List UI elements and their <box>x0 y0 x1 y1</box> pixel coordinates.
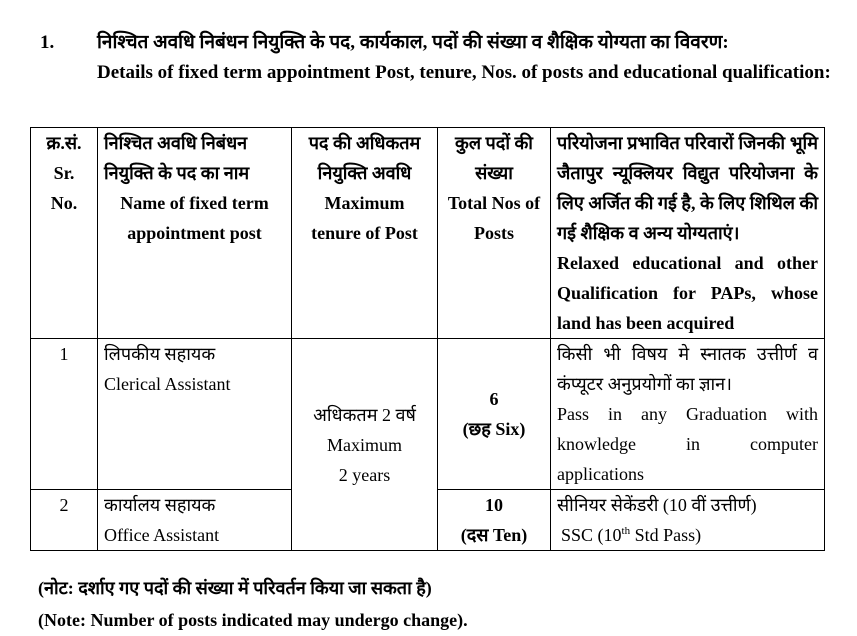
row-post-name <box>98 339 292 490</box>
header-post-name <box>98 128 292 339</box>
header-post-english: Name of fixed term appointment post <box>120 193 269 243</box>
tenure-english-1: Maximum <box>327 434 402 455</box>
header-total-posts <box>438 128 551 339</box>
row-qualification-english <box>557 520 818 550</box>
row-qualification-english: Pass in any Graduation with knowledge in computer applications <box>557 404 818 484</box>
row-sr: 2 <box>31 490 98 551</box>
row-post-hindi: कार्यालय सहायक <box>104 495 216 515</box>
section-number: 1. <box>40 32 55 53</box>
header-qualification-hindi: परियोजना प्रभावित परिवारों जिनकी भूमि जैतापुर न्यूक्लियर विद्युत परियोजना के लिए अर्जित की गई है, के लिए शिथिल की गई शैक्षिक व अन्य योग्यताएं। <box>557 133 818 243</box>
header-total-english: Total Nos of Posts <box>447 193 541 243</box>
row-post-name <box>98 490 292 551</box>
section-title-english: Details of fixed term appointment Post, tenure, Nos. of posts and educational qualification: <box>97 62 831 83</box>
header-tenure <box>292 128 438 339</box>
row-post-english: Office Assistant <box>104 525 220 545</box>
row-qualification-hindi: सीनियर सेकेंडरी (10 वीं उत्तीर्ण) <box>557 495 757 515</box>
header-tenure-hindi: पद की अधिकतम नियुक्ति अवधि <box>308 133 421 183</box>
row-qualification <box>551 490 825 551</box>
header-post-hindi: निश्चित अवधि निबंधन नियुक्ति के पद का नाम <box>104 133 250 183</box>
row-total-words: (दस Ten) <box>460 525 528 545</box>
header-sr-en2: No. <box>50 193 78 213</box>
note-hindi: (नोट: दर्शाए गए पदों की संख्या में परिवर्तन किया जा सकता है) <box>38 578 432 598</box>
row-sr: 1 <box>31 339 98 490</box>
table-row <box>31 339 825 490</box>
row-total-number: 6 <box>489 389 499 409</box>
header-qualification-english: Relaxed educational and other Qualification for PAPs, whose land has been acquired <box>557 253 818 333</box>
qual-en-pre: SSC (10 <box>561 525 622 545</box>
row-total-number: 10 <box>485 495 503 515</box>
header-tenure-english: Maximum tenure of Post <box>311 193 418 243</box>
header-sr-no <box>31 128 98 339</box>
header-sr-hindi: क्र.सं. <box>46 133 82 153</box>
row-total-words: (छह Six) <box>462 419 526 439</box>
header-sr-en1: Sr. <box>53 163 75 183</box>
tenure-cell <box>292 339 438 551</box>
qual-en-sup: th <box>621 525 631 537</box>
posts-table <box>30 127 825 551</box>
section-title-hindi: निश्चित अवधि निबंधन नियुक्ति के पद, कार्यकाल, पदों की संख्या व शैक्षिक योग्यता का विवरण: <box>97 32 729 53</box>
row-post-english: Clerical Assistant <box>104 374 231 394</box>
row-qualification-hindi: किसी भी विषय मे स्नातक उत्तीर्ण व कंप्यूटर अनुप्रयोगों का ज्ञान। <box>557 344 818 394</box>
qual-en-post: Std Pass) <box>630 525 702 545</box>
header-total-hindi: कुल पदों की संख्या <box>455 133 533 183</box>
row-total-posts <box>438 490 551 551</box>
table-header-row <box>31 128 825 339</box>
row-post-hindi: लिपकीय सहायक <box>104 344 216 364</box>
row-total-posts <box>438 339 551 490</box>
notes <box>38 572 468 636</box>
tenure-english-2: 2 years <box>338 464 391 485</box>
note-english: (Note: Number of posts indicated may undergo change). <box>38 610 468 630</box>
tenure-hindi: अधिकतम 2 वर्ष <box>313 404 416 425</box>
header-qualification <box>551 128 825 339</box>
row-qualification <box>551 339 825 490</box>
